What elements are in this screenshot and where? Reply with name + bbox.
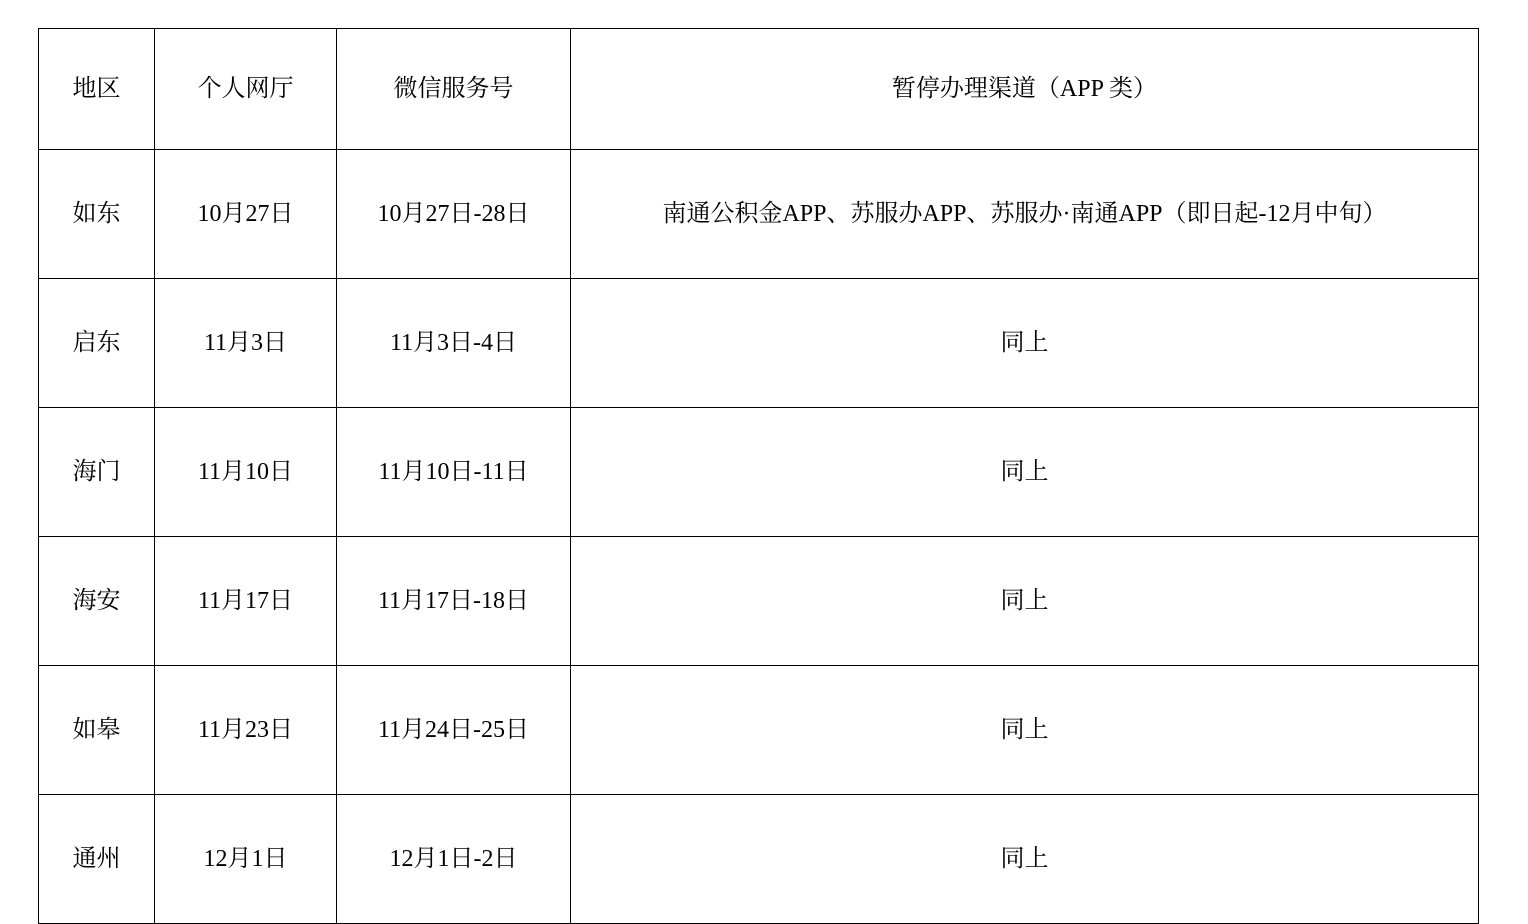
cell-suspended-channels: 同上 — [571, 537, 1479, 666]
cell-wechat-service: 11月10日-11日 — [337, 408, 571, 537]
table-row — [39, 795, 1479, 924]
header-personal-web: 个人网厅 — [155, 29, 337, 150]
cell-region: 通州 — [39, 795, 155, 924]
cell-region: 启东 — [39, 279, 155, 408]
cell-personal-web: 10月27日 — [155, 150, 337, 279]
cell-personal-web: 11月17日 — [155, 537, 337, 666]
table-row — [39, 666, 1479, 795]
cell-suspended-channels: 同上 — [571, 279, 1479, 408]
header-region: 地区 — [39, 29, 155, 150]
cell-wechat-service: 11月17日-18日 — [337, 537, 571, 666]
cell-region: 海门 — [39, 408, 155, 537]
cell-suspended-channels: 同上 — [571, 666, 1479, 795]
cell-wechat-service: 11月3日-4日 — [337, 279, 571, 408]
cell-wechat-service: 10月27日-28日 — [337, 150, 571, 279]
cell-personal-web: 11月23日 — [155, 666, 337, 795]
cell-personal-web: 11月3日 — [155, 279, 337, 408]
header-wechat-service: 微信服务号 — [337, 29, 571, 150]
cell-region: 海安 — [39, 537, 155, 666]
table-header-row — [39, 29, 1479, 150]
schedule-table-container — [38, 28, 1478, 924]
cell-region: 如东 — [39, 150, 155, 279]
cell-suspended-channels: 同上 — [571, 795, 1479, 924]
table-row — [39, 408, 1479, 537]
cell-region: 如皋 — [39, 666, 155, 795]
cell-wechat-service: 12月1日-2日 — [337, 795, 571, 924]
cell-personal-web: 11月10日 — [155, 408, 337, 537]
table-row — [39, 537, 1479, 666]
cell-wechat-service: 11月24日-25日 — [337, 666, 571, 795]
cell-suspended-channels: 南通公积金APP、苏服办APP、苏服办·南通APP（即日起-12月中旬） — [571, 150, 1479, 279]
header-suspended-channels: 暂停办理渠道（APP 类） — [571, 29, 1479, 150]
cell-personal-web: 12月1日 — [155, 795, 337, 924]
schedule-table — [38, 28, 1479, 924]
cell-suspended-channels: 同上 — [571, 408, 1479, 537]
table-row — [39, 150, 1479, 279]
table-row — [39, 279, 1479, 408]
